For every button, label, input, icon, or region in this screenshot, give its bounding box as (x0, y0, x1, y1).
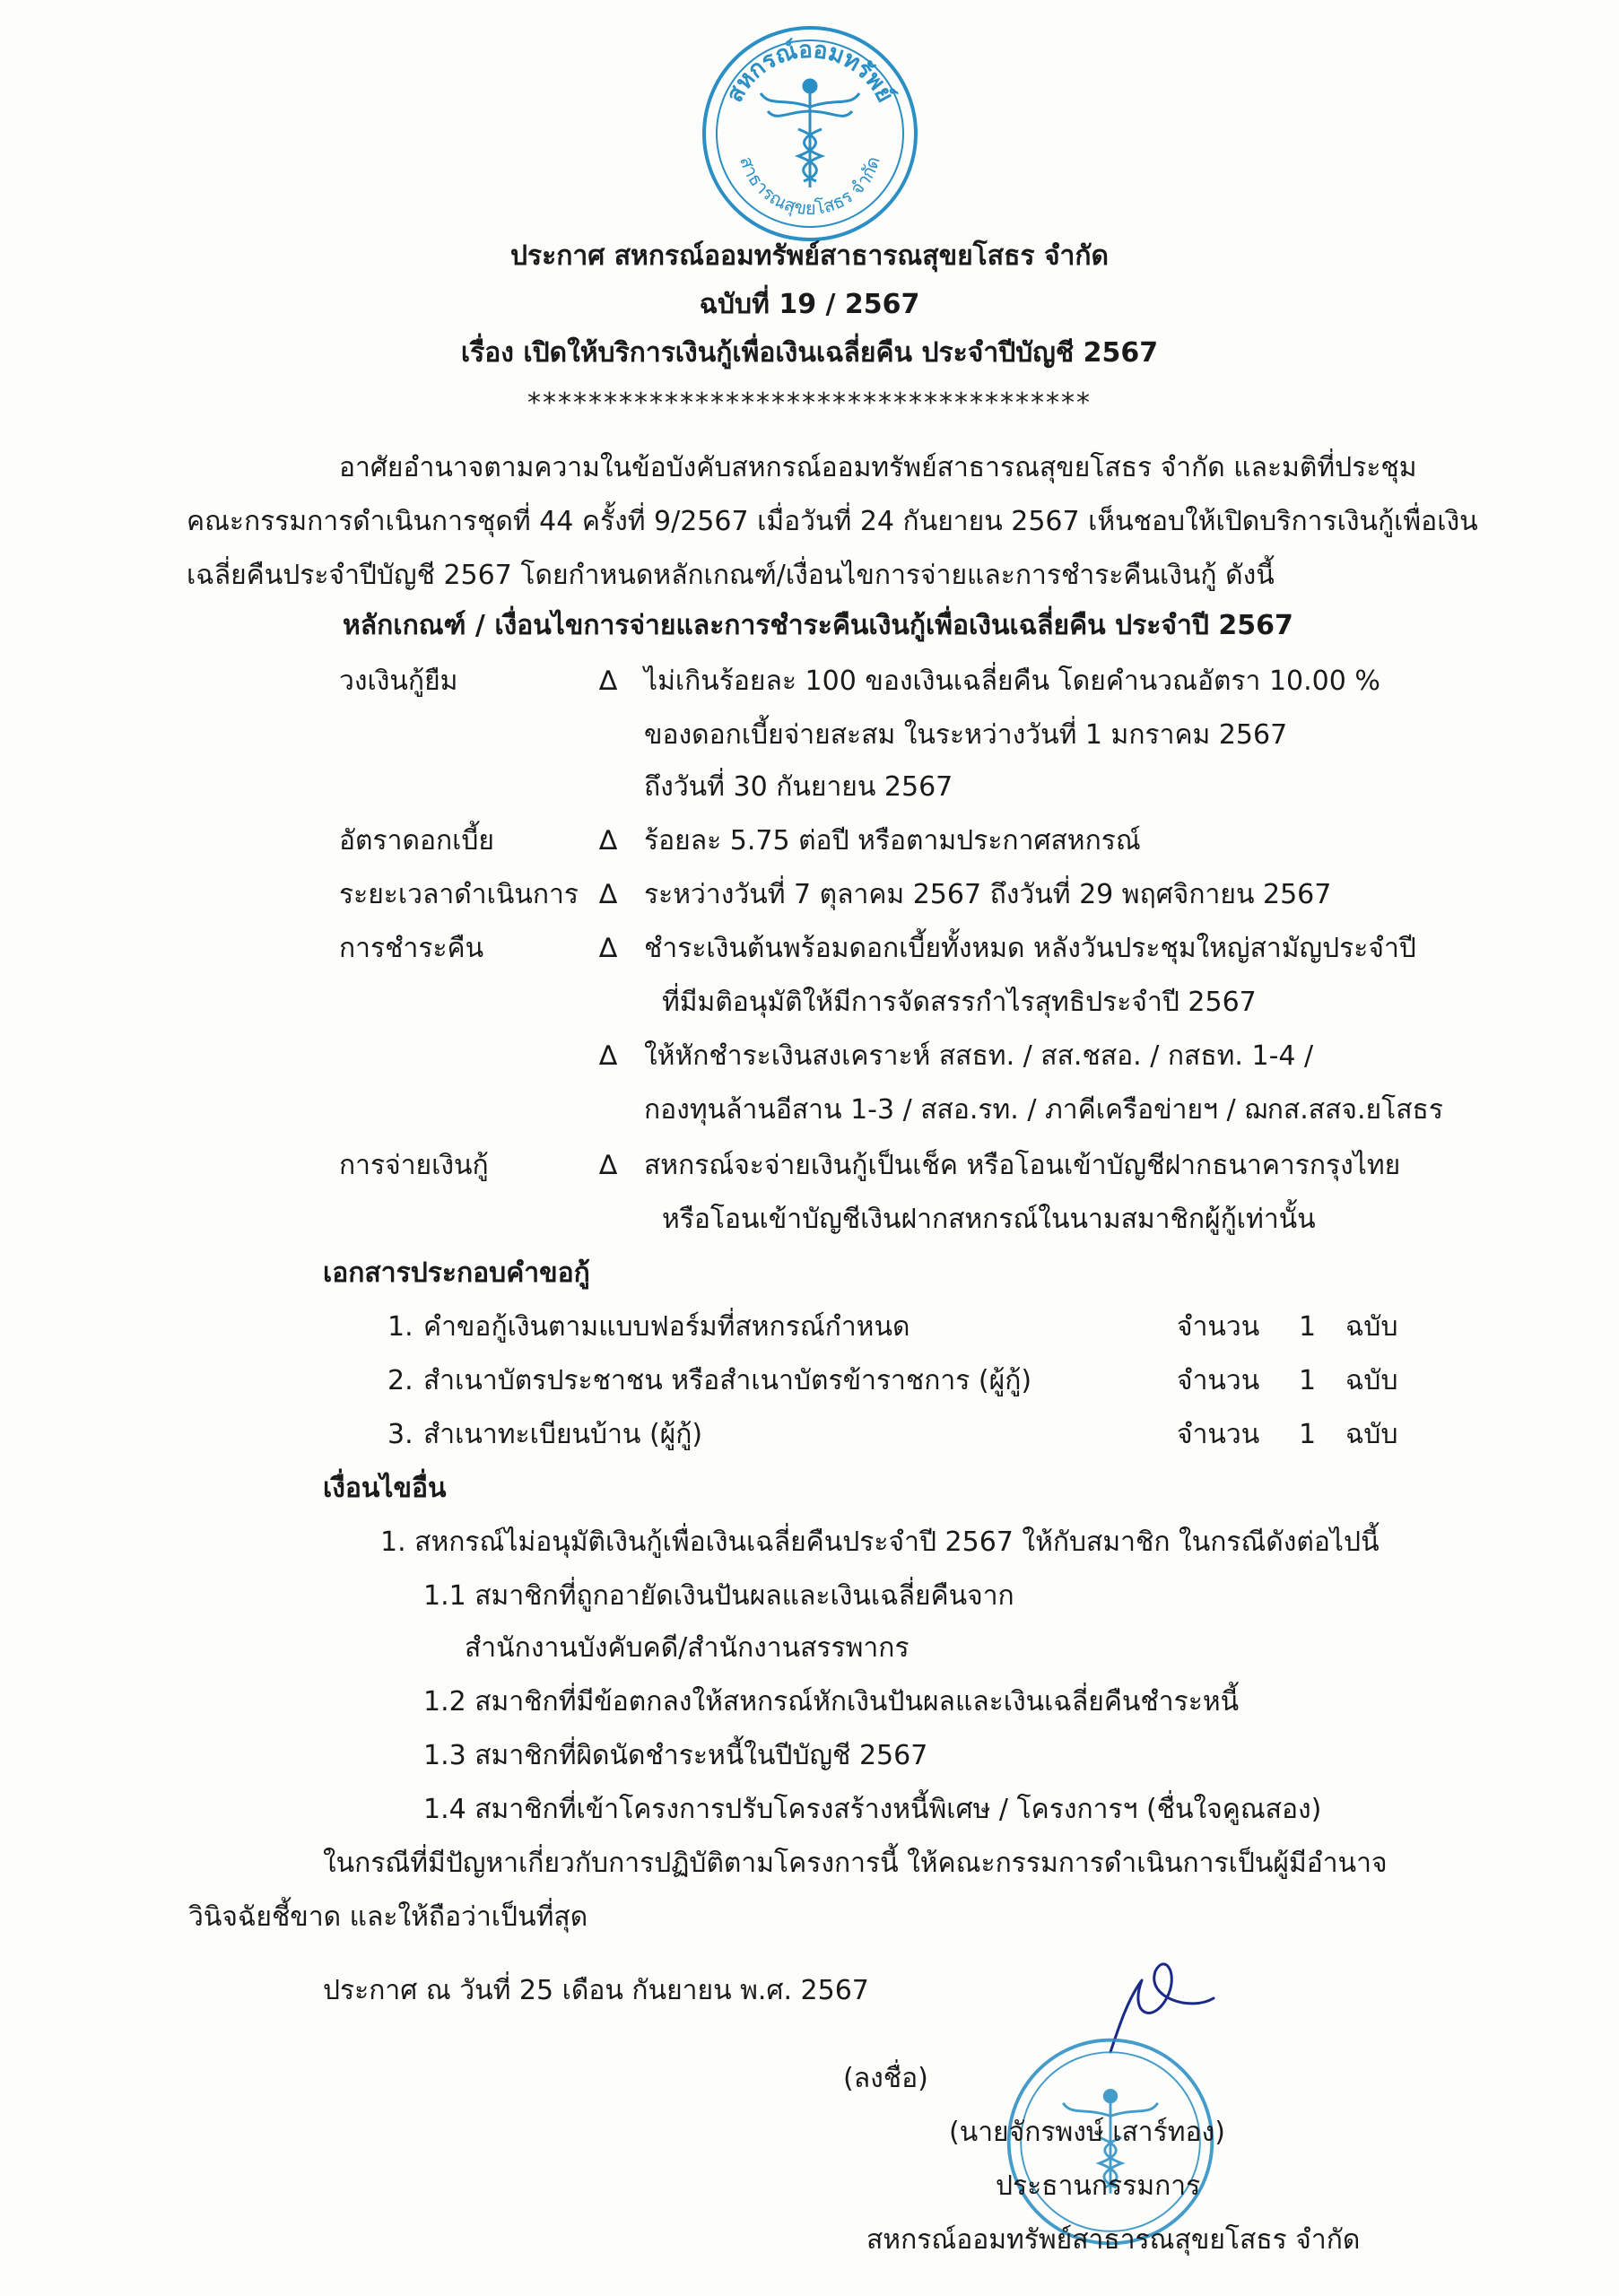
criteria-heading: หลักเกณฑ์ / เงื่อนไขการจ่ายและการชำระคืนเงินกู้เพื่อเงินเฉลี่ยคืน ประจำปี 2567 (343, 610, 1293, 641)
repay-line-4: กองทุนล้านอีสาน 1-3 / สสอ.รท. / ภาคีเครือข่ายฯ / ฌกส.สสจ.ยโสธร (644, 1094, 1443, 1126)
limit-line-3: ถึงวันที่ 30 กันยายน 2567 (644, 771, 953, 803)
disburse-line-2: หรือโอนเข้าบัญชีเงินฝากสหกรณ์ในนามสมาชิกผู้กู้เท่านั้น (662, 1204, 1316, 1235)
intro-line-1: อาศัยอำนาจตามความในข้อบังคับสหกรณ์ออมทรัพย์สาธารณสุขยโสธร จำกัด และมติที่ประชุม (339, 452, 1417, 483)
bullet-icon: ∆ (599, 933, 618, 964)
doc-item-text: สำเนาทะเบียนบ้าน (ผู้กู้) (423, 1419, 703, 1450)
repay-line-1: ชำระเงินต้นพร้อมดอกเบี้ยทั้งหมด หลังวันประชุมใหญ่สามัญประจำปี (644, 933, 1416, 964)
seal-bottom-text: สาธารณสุขยโสธร จำกัด (736, 153, 884, 220)
bullet-icon: ∆ (599, 825, 618, 857)
seal-top-text: สหกรณ์ออมทรัพย์ (721, 36, 899, 108)
closing-line-1: ในกรณีที่มีปัญหาเกี่ยวกับการปฏิบัติตามโครงการนี้ ให้คณะกรรมการดำเนินการเป็นผู้มีอำนาจ (323, 1848, 1388, 1879)
closing-line-2: วินิจฉัยชี้ขาด และให้ถือว่าเป็นที่สุด (188, 1901, 588, 1933)
doc-item-text: คำขอกู้เงินตามแบบฟอร์มที่สหกรณ์กำหนด (423, 1311, 910, 1343)
signer-position: ประธานกรรมการ (996, 2170, 1201, 2202)
repay-line-3: ให้หักชำระเงินสงเคราะห์ สสธท. / สส.ชสอ. / กสธท. 1-4 / (644, 1040, 1314, 1072)
repay-line-2: ที่มีมติอนุมัติให้มีการจัดสรรกำไรสุทธิประจำปี 2567 (662, 987, 1257, 1018)
doc-item-qty-label: จำนวน (1177, 1311, 1260, 1343)
doc-item-unit: ฉบับ (1345, 1419, 1398, 1450)
other-heading: เงื่อนไขอื่น (323, 1473, 447, 1504)
announce-date: ประกาศ ณ วันที่ 25 เดือน กันยายน พ.ศ. 2567 (323, 1975, 869, 2006)
period-line: ระหว่างวันที่ 7 ตุลาคม 2567 ถึงวันที่ 29 พฤศจิกายน 2567 (644, 879, 1332, 910)
doc-item-unit: ฉบับ (1345, 1365, 1398, 1396)
other-sub-4: 1.4 สมาชิกที่เข้าโครงการปรับโครงสร้างหนี้พิเศษ / โครงการฯ (ชื่นใจคูณสอง) (423, 1794, 1322, 1825)
other-sub-3: 1.3 สมาชิกที่ผิดนัดชำระหนี้ในปีบัญชี 2567 (423, 1740, 928, 1771)
documents-heading: เอกสารประกอบคำขอกู้ (323, 1257, 590, 1289)
period-label: ระยะเวลาดำเนินการ (339, 879, 579, 910)
bullet-icon: ∆ (599, 1040, 618, 1072)
announcement-number: ฉบับที่ 19 / 2567 (699, 289, 920, 320)
doc-item-qty-label: จำนวน (1177, 1365, 1260, 1396)
star-divider: ************************************* (527, 387, 1092, 419)
repay-label: การชำระคืน (339, 933, 484, 964)
limit-line-2: ของดอกเบี้ยจ่ายสะสม ในระหว่างวันที่ 1 มกราคม 2567 (644, 719, 1288, 751)
limit-label: วงเงินกู้ยืม (339, 665, 458, 697)
bullet-icon: ∆ (599, 1150, 618, 1181)
doc-item-number: 3. (387, 1419, 413, 1450)
doc-item-number: 1. (387, 1311, 413, 1343)
rate-label: อัตราดอกเบี้ย (339, 825, 494, 857)
doc-item-qty: 1 (1299, 1419, 1317, 1450)
intro-line-3: เฉลี่ยคืนประจำปีบัญชี 2567 โดยกำหนดหลักเกณฑ์/เงื่อนไขการจ่ายและการชำระคืนเงินกู้ ดังนี้ (187, 560, 1275, 591)
doc-item-number: 2. (387, 1365, 413, 1396)
announcement-title: ประกาศ สหกรณ์ออมทรัพย์สาธารณสุขยโสธร จำกัด (509, 240, 1110, 272)
doc-item-unit: ฉบับ (1345, 1311, 1398, 1343)
bullet-icon: ∆ (599, 665, 618, 697)
doc-item-qty: 1 (1299, 1365, 1317, 1396)
disburse-label: การจ่ายเงินกู้ (339, 1150, 489, 1181)
announcement-subject: เรื่อง เปิดให้บริการเงินกู้เพื่อเงินเฉลี่ยคืน ประจำปีบัญชี 2567 (460, 337, 1159, 369)
rate-line: ร้อยละ 5.75 ต่อปี หรือตามประกาศสหกรณ์ (644, 825, 1141, 857)
limit-line-1: ไม่เกินร้อยละ 100 ของเงินเฉลี่ยคืน โดยคำนวณอัตรา 10.00 % (644, 665, 1380, 697)
doc-item-text: สำเนาบัตรประชาชน หรือสำเนาบัตรข้าราชการ (ผู้กู้) (423, 1365, 1032, 1396)
other-sub-1a: 1.1 สมาชิกที่ถูกอายัดเงินปันผลและเงินเฉลี่ยคืนจาก (423, 1580, 1014, 1612)
other-sub-2: 1.2 สมาชิกที่มีข้อตกลงให้สหกรณ์หักเงินปันผลและเงินเฉลี่ยคืนชำระหนี้ (423, 1686, 1240, 1718)
signed-label: (ลงชื่อ) (843, 2063, 928, 2094)
signer-organization: สหกรณ์ออมทรัพย์สาธารณสุขยโสธร จำกัด (866, 2224, 1361, 2256)
cooperative-seal-icon (698, 22, 922, 246)
doc-item-qty: 1 (1299, 1311, 1317, 1343)
other-sub-1b: สำนักงานบังคับคดี/สำนักงานสรรพากร (465, 1632, 910, 1664)
doc-item-qty-label: จำนวน (1177, 1419, 1260, 1450)
bullet-icon: ∆ (599, 879, 618, 910)
signer-name: (นายจักรพงษ์ เสาร์ทอง) (949, 2117, 1225, 2148)
intro-line-2: คณะกรรมการดำเนินการชุดที่ 44 ครั้งที่ 9/2567 เมื่อวันที่ 24 กันยายน 2567 เห็นชอบให้เปิดบริการเงินกู้เพื่อเงิน (187, 506, 1478, 537)
disburse-line-1: สหกรณ์จะจ่ายเงินกู้เป็นเช็ค หรือโอนเข้าบัญชีฝากธนาคารกรุงไทย (644, 1150, 1401, 1181)
other-point-1: 1. สหกรณ์ไม่อนุมัติเงินกู้เพื่อเงินเฉลี่ยคืนประจำปี 2567 ให้กับสมาชิก ในกรณีดังต่อไปนี้ (380, 1526, 1380, 1558)
